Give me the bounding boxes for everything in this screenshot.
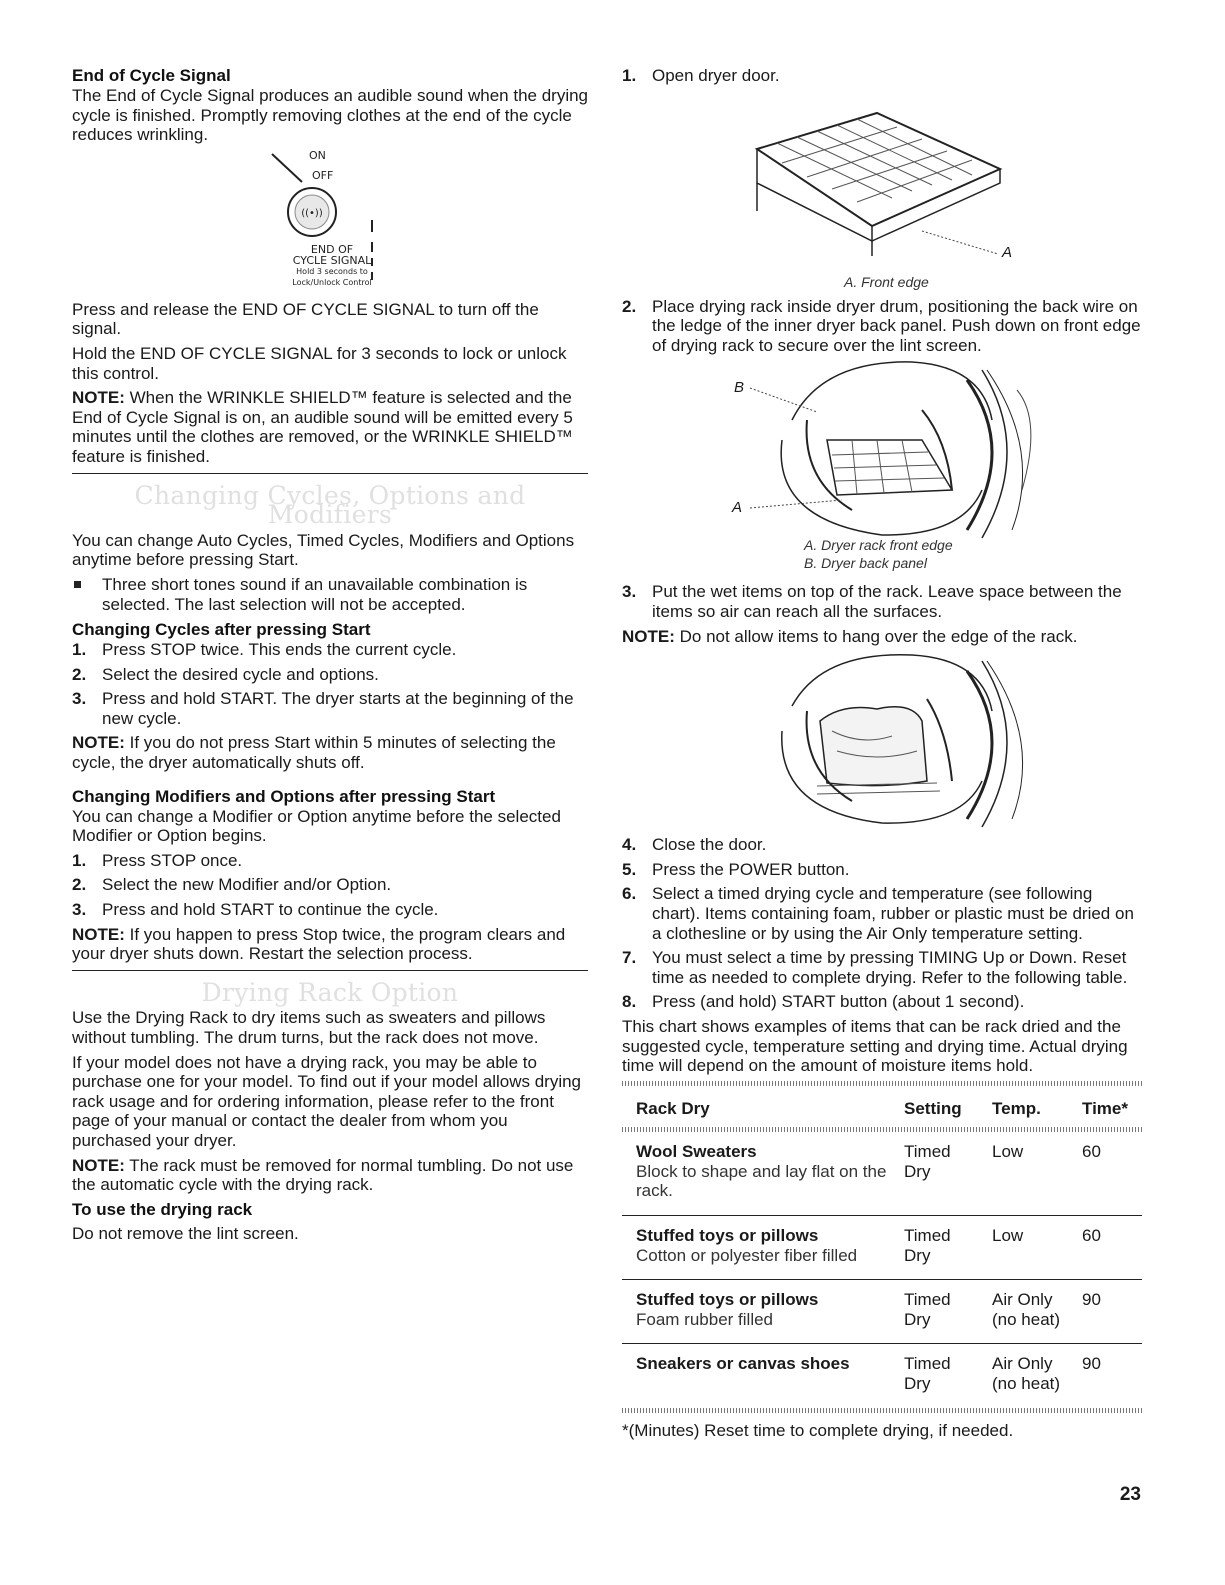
- rack-steps-3: [622, 582, 1142, 621]
- rack-steps-1: [622, 66, 1142, 86]
- table-cell: [622, 1344, 890, 1408]
- section-divider: [72, 970, 588, 971]
- list-item: [72, 665, 588, 685]
- control-label-line2: CYCLE SIGNAL: [292, 253, 372, 267]
- table-cell: [978, 1216, 1068, 1280]
- figure1-label-a: A: [1002, 243, 1013, 261]
- rack-steps-4-8: [622, 835, 1142, 1012]
- list-item: [72, 689, 588, 728]
- list-item: [72, 575, 588, 614]
- table-cell: 90: [1082, 1354, 1101, 1374]
- table-row: [622, 1344, 1142, 1408]
- rack-in-drum-figure: [622, 360, 1142, 574]
- changing-modifiers-heading: Changing Modifiers and Options after pressing Start: [72, 786, 496, 806]
- table-cell: Timed Dry: [890, 1216, 978, 1280]
- step-text: Press and hold START to continue the cycle.: [102, 900, 439, 920]
- step-text: Press STOP twice. This ends the current cycle.: [102, 640, 457, 660]
- item-desc: Block to shape and lay flat on the rack.: [636, 1161, 887, 1201]
- step-number: 1.: [72, 640, 87, 660]
- temp-value: Low: [992, 1226, 1024, 1246]
- list-item: [622, 948, 1142, 987]
- rack-note: [622, 627, 1142, 647]
- table-cell: 60: [1068, 1216, 1142, 1280]
- section-divider: [72, 473, 588, 474]
- list-item: [622, 992, 1142, 1012]
- step-number: 4.: [622, 835, 637, 855]
- table-cell: [622, 1280, 890, 1344]
- note-text: If you do not press Start within 5 minutes of selecting the cycle, the dryer automatically shuts off.: [72, 733, 556, 773]
- table-header: Setting: [904, 1098, 962, 1118]
- table-header: Rack Dry: [636, 1098, 710, 1118]
- changing-cycles-note: [72, 733, 588, 772]
- changing-modifiers-intro: You can change a Modifier or Option anytime before the selected Modifier or Option begins.: [72, 806, 561, 846]
- table-cell: 60: [1068, 1132, 1142, 1215]
- temp-note: (no heat): [992, 1374, 1061, 1394]
- temp-value: Low: [992, 1142, 1024, 1162]
- step-text: Press (and hold) START button (about 1 second).: [652, 992, 1025, 1012]
- rack-in-drum-illustration: [622, 360, 1142, 540]
- step-number: 6.: [622, 884, 637, 904]
- temp-value: Air Only: [992, 1354, 1053, 1374]
- rack-dry-table: [622, 1090, 1142, 1408]
- rack-steps-2: [622, 297, 1142, 356]
- chart-intro: This chart shows examples of items that can be rack dried and the suggested cycle, temperature setting and drying time. Actual drying time will depend on the amount of moisture items hold.: [622, 1016, 1128, 1076]
- step-number: 3.: [72, 689, 87, 709]
- end-of-cycle-p1: Press and release the END OF CYCLE SIGNAL to turn off the signal.: [72, 299, 539, 339]
- control-hold-line1: Hold 3 seconds to: [296, 266, 368, 276]
- table-cell: 90: [1068, 1280, 1142, 1344]
- table-header: Time*: [1082, 1098, 1128, 1118]
- table-top-border: [622, 1081, 1142, 1086]
- changing-modifiers-steps: [72, 851, 588, 920]
- right-column: [622, 66, 1142, 1445]
- step-number: 2.: [622, 296, 637, 316]
- step-text: Press the POWER button.: [652, 859, 850, 879]
- changing-modifiers-note: [72, 925, 588, 964]
- item-name: Wool Sweaters: [636, 1142, 757, 1162]
- drying-rack-illustration: [622, 91, 1142, 261]
- step-number: 3.: [72, 900, 87, 920]
- step-text: Place drying rack inside dryer drum, positioning the back wire on the ledge of the inner dryer back panel. Push down on front edge of drying rack to secure over the lint screen.: [652, 296, 1141, 355]
- note-label: NOTE:: [72, 388, 125, 408]
- step-text: Close the door.: [652, 835, 767, 855]
- end-of-cycle-note: [72, 388, 588, 466]
- note-text: Do not allow items to hang over the edge of the rack.: [674, 626, 1078, 646]
- table-cell: [622, 1216, 890, 1280]
- table-header: Temp.: [992, 1098, 1041, 1118]
- temp-value: Air Only: [992, 1290, 1053, 1310]
- figure2-caption-b: B. Dryer back panel: [804, 555, 927, 572]
- step-text: Select the desired cycle and options.: [102, 664, 379, 684]
- items-on-rack-figure: [622, 651, 1142, 831]
- temp-note: (no heat): [992, 1309, 1061, 1329]
- control-label-line1: END OF: [310, 242, 354, 256]
- table-cell: [978, 1132, 1068, 1215]
- end-of-cycle-p2: Hold the END OF CYCLE SIGNAL for 3 seconds to lock or unlock this control.: [72, 343, 567, 383]
- table-cell: [622, 1132, 890, 1215]
- control-off-label: OFF: [312, 168, 334, 182]
- control-on-label: ON: [309, 148, 326, 162]
- item-name: Stuffed toys or pillows: [636, 1226, 819, 1246]
- use-drying-rack-heading: To use the drying rack: [72, 1199, 253, 1219]
- item-name: Sneakers or canvas shoes: [636, 1354, 850, 1374]
- note-text: If you happen to press Stop twice, the program clears and your dryer shuts down. Restart the selection process.: [72, 924, 566, 964]
- step-text: Select the new Modifier and/or Option.: [102, 875, 392, 895]
- note-label: NOTE:: [72, 1155, 125, 1175]
- control-labels: [272, 244, 392, 288]
- step-number: 2.: [72, 875, 87, 895]
- list-item: [622, 860, 1142, 880]
- table-cell: [978, 1280, 1068, 1344]
- list-item: [622, 835, 1142, 855]
- step-number: 2.: [72, 664, 87, 684]
- step-number: 1.: [72, 850, 87, 870]
- step-number: 1.: [622, 66, 637, 85]
- changing-cycles-steps: [72, 640, 588, 728]
- drying-rack-p1: Use the Drying Rack to dry items such as sweaters and pillows without tumbling. The drum turns, but the rack does not move.: [72, 1008, 546, 1047]
- item-desc: Cotton or polyester fiber filled: [636, 1245, 858, 1265]
- step-text: Open dryer door.: [652, 66, 780, 85]
- note-label: NOTE:: [72, 733, 125, 753]
- figure1-caption: A. Front edge: [844, 273, 929, 290]
- table-cell: [978, 1344, 1068, 1408]
- item-desc: Foam rubber filled: [636, 1309, 774, 1329]
- control-hold-line2: Lock/Unlock Control: [292, 277, 372, 287]
- bullet-square-icon: [74, 581, 81, 588]
- end-of-cycle-control-illustration: [72, 150, 588, 300]
- table-header-row: [622, 1090, 1142, 1128]
- table-bottom-border: [622, 1408, 1142, 1413]
- drying-rack-figure: [622, 91, 1142, 290]
- list-item: [72, 900, 588, 920]
- table-row: [622, 1132, 1142, 1215]
- list-item: [72, 640, 588, 660]
- step-number: 3.: [622, 582, 637, 602]
- list-item: [72, 875, 588, 895]
- list-item: [622, 582, 1142, 621]
- changing-cycles-heading: Changing Cycles after pressing Start: [72, 620, 371, 640]
- page-number: 23: [1119, 1484, 1141, 1505]
- changing-bullet-list: [72, 575, 588, 614]
- figure2-caption-a: A. Dryer rack front edge: [804, 537, 953, 554]
- list-item: [72, 851, 588, 871]
- left-column: [72, 66, 588, 1248]
- drying-rack-section-title: Drying Rack Option: [201, 977, 459, 1007]
- step-text: Press and hold START. The dryer starts at the beginning of the new cycle.: [102, 689, 574, 728]
- table-cell: Timed Dry: [890, 1280, 978, 1344]
- figure2-label-b: B: [734, 379, 745, 397]
- step-text: Press STOP once.: [102, 850, 243, 870]
- step-number: 5.: [622, 859, 637, 879]
- note-text: The rack must be removed for normal tumbling. Do not use the automatic cycle with the drying rack.: [72, 1155, 574, 1195]
- note-label: NOTE:: [72, 924, 125, 944]
- changing-intro: You can change Auto Cycles, Timed Cycles, Modifiers and Options anytime before pressing Start.: [72, 530, 575, 570]
- table-cell: Timed Dry: [890, 1132, 978, 1215]
- bullet-text: Three short tones sound if an unavailable combination is selected. The last selection will not be accepted.: [102, 574, 528, 614]
- step-text: Put the wet items on top of the rack. Leave space between the items so air can reach all the surfaces.: [652, 582, 1122, 621]
- table-footnote: *(Minutes) Reset time to complete drying, if needed.: [622, 1420, 1014, 1440]
- use-drying-rack-text: Do not remove the lint screen.: [72, 1223, 299, 1243]
- drying-rack-p2: If your model does not have a drying rack, you may be able to purchase one for your model. To find out if your model allows drying rack usage and for ordering information, please refer to the front page of your manual or contact the dealer from whom you purchased your dryer.: [72, 1052, 582, 1150]
- end-of-cycle-heading: End of Cycle Signal: [72, 66, 231, 85]
- note-text: When the WRINKLE SHIELD™ feature is selected and the End of Cycle Signal is on, an audible sound will be emitted every 5 minutes until the clothes are removed, or the WRINKLE SHIELD™ feature is finished.: [72, 388, 573, 466]
- table-row: [622, 1216, 1142, 1280]
- table-cell: Timed Dry: [904, 1354, 951, 1394]
- end-of-cycle-intro: The End of Cycle Signal produces an audible sound when the drying cycle is finished. Promptly removing clothes at the end of the cycle reduces wrinkling.: [72, 86, 589, 145]
- figure2-label-a: A: [732, 499, 743, 517]
- step-text: Select a timed drying cycle and temperature (see following chart). Items containing foam, rubber or plastic must be dried on a clothesline or by using the Air Only temperature setting.: [652, 884, 1134, 943]
- list-item: [622, 66, 1142, 86]
- step-number: 7.: [622, 948, 637, 968]
- drying-rack-note: [72, 1156, 588, 1195]
- items-on-rack-illustration: [622, 651, 1142, 831]
- item-name: Stuffed toys or pillows: [636, 1290, 819, 1310]
- changing-cycles-section-title: Changing Cycles, Options and Modifiers: [134, 480, 526, 530]
- svg-text:((•)): ((•)): [301, 207, 323, 219]
- list-item: [622, 884, 1142, 943]
- step-number: 8.: [622, 992, 637, 1012]
- list-item: [622, 297, 1142, 356]
- step-text: You must select a time by pressing TIMING Up or Down. Reset time as needed to complete drying. Refer to the following table.: [652, 948, 1128, 987]
- note-label: NOTE:: [622, 626, 675, 646]
- table-row: [622, 1280, 1142, 1344]
